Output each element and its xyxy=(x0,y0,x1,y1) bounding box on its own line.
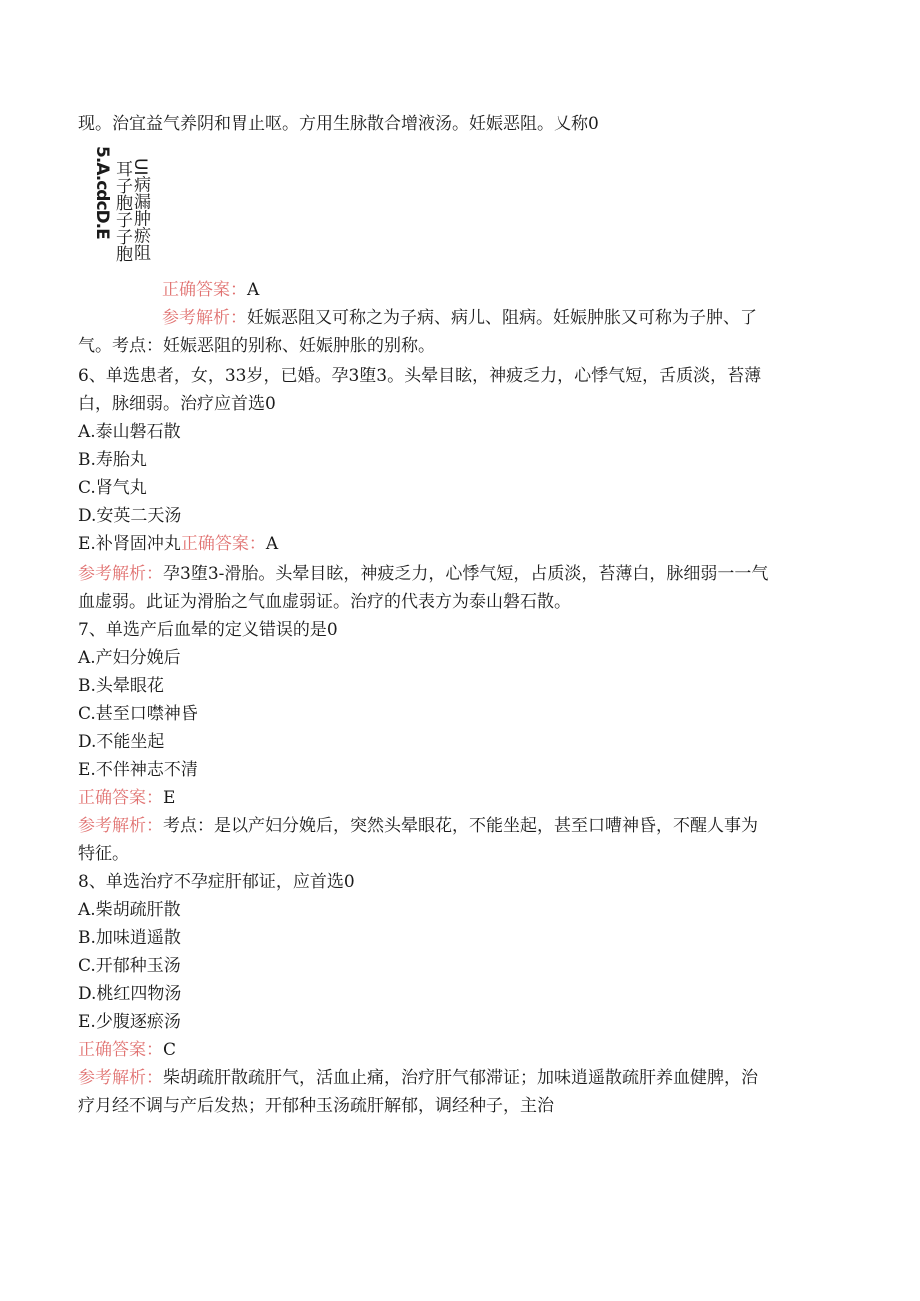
analysis-text: 考点：是以产妇分娩后，突然头晕眼花，不能坐起，甚至口嘈神昏，不醒人事为 xyxy=(163,816,758,836)
analysis-label: 参考解析： xyxy=(78,816,163,836)
analysis-text: 妊娠恶阻又可称之为子病、病儿、阻病。妊娠肿胀又可称为子肿、了 xyxy=(247,308,757,328)
q7-option-b: B.头晕眼花 xyxy=(78,676,164,696)
answer-label: 正确答案： xyxy=(78,1040,163,1060)
q6-option-b: B.寿胎丸 xyxy=(78,450,147,470)
q8-option-b: B.加味逍遥散 xyxy=(78,928,181,948)
q8-analysis-line-1 xyxy=(78,1064,840,1092)
analysis-label: 参考解析： xyxy=(162,308,247,328)
analysis-text: 孕3堕3-滑胎。头晕目眩，神疲乏力，心悸气短，占质淡，苔薄白，脉细弱一一气 xyxy=(163,564,769,584)
q7-option-e: E.不伴神志不清 xyxy=(78,760,198,780)
answer-value: C xyxy=(163,1040,177,1060)
answer-label: 正确答案： xyxy=(78,788,163,808)
q7-stem: 7、单选产后血晕的定义错误的是0 xyxy=(78,620,338,640)
q6-option-c: C.肾气丸 xyxy=(78,478,147,498)
q6-analysis-line-1 xyxy=(78,560,840,588)
q5-answer-line xyxy=(162,276,840,304)
q8-option-c: C.开郁种玉汤 xyxy=(78,956,181,976)
analysis-label: 参考解析： xyxy=(78,564,163,584)
q6-option-a: A.泰山磐石散 xyxy=(78,422,181,442)
q8-option-d: D.桃红四物汤 xyxy=(78,984,182,1004)
q7-option-c: C.甚至口噤神昏 xyxy=(78,704,198,724)
analysis-text: 柴胡疏肝散疏肝气，活血止痛，治疗肝气郁滞证；加味逍遥散疏肝养血健脾，治 xyxy=(163,1068,758,1088)
answer-value: E xyxy=(163,788,176,808)
q5-analysis-line-2: 气。考点：妊娠恶阻的别称、妊娠肿胀的别称。 xyxy=(78,336,435,356)
q6-option-e-with-answer xyxy=(78,530,840,558)
answer-label: 正确答案： xyxy=(180,534,266,554)
q8-answer-line xyxy=(78,1036,840,1064)
q8-option-e: E.少腹逐瘀汤 xyxy=(78,1012,181,1032)
q8-stem: 8、单选治疗不孕症肝郁证，应首选0 xyxy=(78,872,355,892)
answer-label: 正确答案： xyxy=(162,280,247,300)
q7-analysis-line-2: 特征。 xyxy=(78,844,129,864)
answer-value: A xyxy=(265,534,279,554)
q5-vertical-column-right: UI病漏肿瘀阻 xyxy=(130,158,150,261)
q8-option-a: A.柴胡疏肝散 xyxy=(78,900,181,920)
q7-option-a: A.产妇分娩后 xyxy=(78,648,181,668)
q6-stem-line-1: 6、单选患者，女，33岁，已婚。孕3堕3。头晕目眩，神疲乏力，心悸气短，舌质淡，苔薄 xyxy=(78,366,762,386)
q7-analysis-line-1 xyxy=(78,812,840,840)
answer-value: A xyxy=(247,280,260,300)
q6-stem-line-2: 白，脉细弱。治疗应首选0 xyxy=(78,394,276,414)
analysis-label: 参考解析： xyxy=(78,1068,163,1088)
q5-analysis-line-1 xyxy=(162,304,840,332)
q6-option-e: E.补肾固冲丸 xyxy=(78,534,181,554)
continued-text-line: 现。治宜益气养阴和胃止呕。方用生脉散合增液汤。妊娠恶阻。乂称0 xyxy=(78,114,599,134)
q8-analysis-line-2: 疗月经不调与产后发热；开郁种玉汤疏肝解郁，调经种子，主治 xyxy=(78,1096,554,1116)
q6-option-d: D.安英二天汤 xyxy=(78,506,182,526)
q5-vertical-option-codes: 5.A.cdcD.E xyxy=(92,146,112,239)
q5-vertical-column-left: 耳子胞子子胞 xyxy=(112,160,132,262)
q6-analysis-line-2: 血虚弱。此证为滑胎之气血虚弱证。治疗的代表方为泰山磐石散。 xyxy=(78,592,571,612)
q7-answer-line xyxy=(78,784,840,812)
q7-option-d: D.不能坐起 xyxy=(78,732,165,752)
